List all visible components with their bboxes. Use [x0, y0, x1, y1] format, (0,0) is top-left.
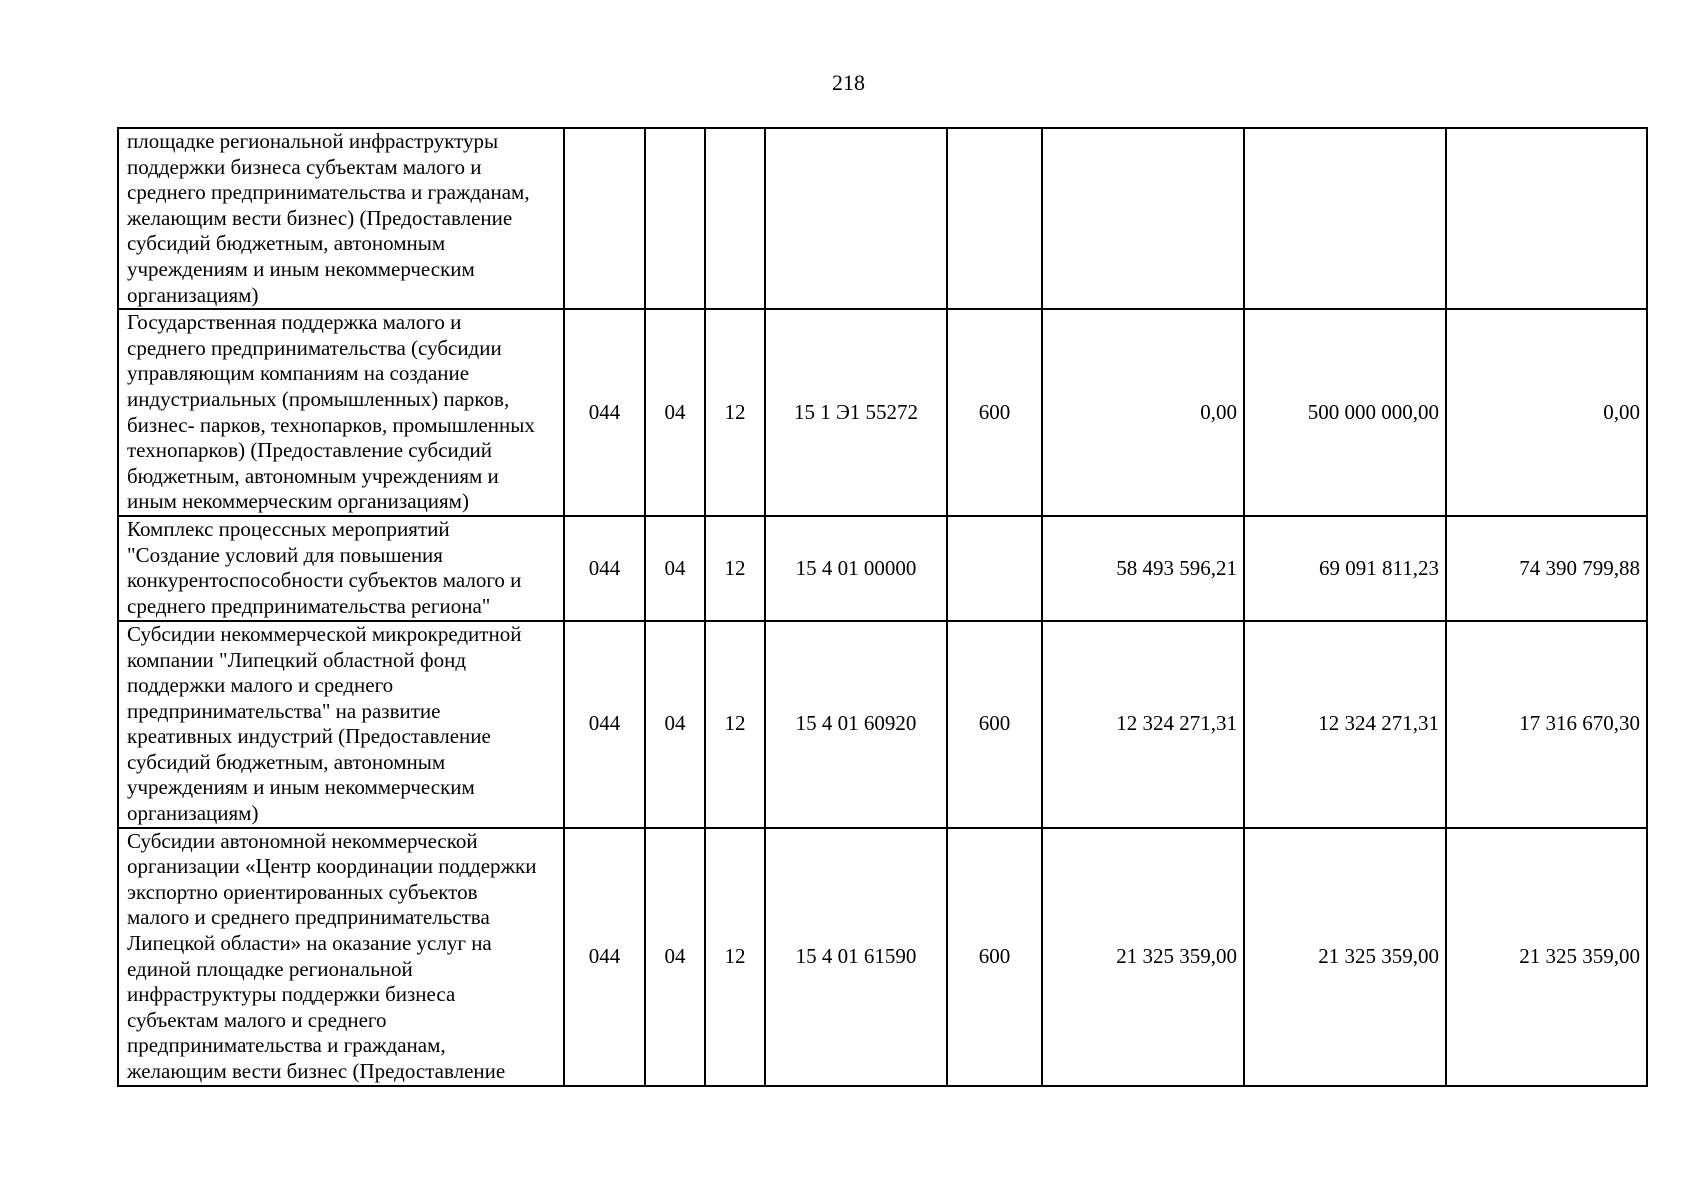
table-row	[118, 516, 1647, 621]
ministry-code: 044	[564, 516, 645, 621]
row-description: площадке региональной инфраструктуры поддержки бизнеса субъектам малого и среднего предпринимательства и гражданам, желающим вести бизнес) (Предоставление субсидий бюджетным, автономным учреждениям и иным некоммерческим организациям)	[118, 128, 564, 309]
subsection-code	[705, 128, 765, 309]
amount-year-2: 12 324 271,31	[1244, 621, 1446, 828]
amount-year-1	[1042, 128, 1244, 309]
amount-year-1: 12 324 271,31	[1042, 621, 1244, 828]
row-description: Субсидии автономной некоммерческой организации «Центр координации поддержки экспортно ориентированных субъектов малого и среднего предпринимательства Липецкой области» на оказание услуг на единой площадке региональной инфраструктуры поддержки бизнеса субъектам малого и среднего предпринимательства и гражданам, желающим вести бизнес (Предоставление	[118, 828, 564, 1086]
table-row	[118, 828, 1647, 1086]
amount-year-2: 500 000 000,00	[1244, 309, 1446, 516]
amount-year-3: 0,00	[1446, 309, 1647, 516]
amount-year-3: 17 316 670,30	[1446, 621, 1647, 828]
subsection-code: 12	[705, 621, 765, 828]
target-article-code: 15 4 01 00000	[765, 516, 947, 621]
budget-table	[117, 127, 1648, 1087]
target-article-code: 15 4 01 61590	[765, 828, 947, 1086]
amount-year-3: 74 390 799,88	[1446, 516, 1647, 621]
amount-year-2: 21 325 359,00	[1244, 828, 1446, 1086]
amount-year-3: 21 325 359,00	[1446, 828, 1647, 1086]
row-description: Субсидии некоммерческой микрокредитной компании "Липецкий областной фонд поддержки малого и среднего предпринимательства" на развитие креативных индустрий (Предоставление субсидий бюджетным, автономным учреждениям и иным некоммерческим организациям)	[118, 621, 564, 828]
amount-year-3	[1446, 128, 1647, 309]
ministry-code: 044	[564, 828, 645, 1086]
target-article-code: 15 1 Э1 55272	[765, 309, 947, 516]
ministry-code: 044	[564, 621, 645, 828]
row-description: Государственная поддержка малого и среднего предпринимательства (субсидии управляющим компаниям на создание индустриальных (промышленных) парков, бизнес- парков, технопарков, промышленных технопарков) (Предоставление субсидий бюджетным, автономным учреждениям и иным некоммерческим организациям)	[118, 309, 564, 516]
ministry-code: 044	[564, 309, 645, 516]
section-code: 04	[645, 828, 705, 1086]
amount-year-1: 58 493 596,21	[1042, 516, 1244, 621]
row-description: Комплекс процессных мероприятий "Создание условий для повышения конкурентоспособности субъектов малого и среднего предпринимательства региона"	[118, 516, 564, 621]
expense-type-code: 600	[947, 828, 1042, 1086]
section-code: 04	[645, 621, 705, 828]
page-number: 218	[832, 70, 865, 95]
target-article-code: 15 4 01 60920	[765, 621, 947, 828]
section-code: 04	[645, 309, 705, 516]
ministry-code	[564, 128, 645, 309]
expense-type-code	[947, 516, 1042, 621]
section-code	[645, 128, 705, 309]
table-row	[118, 309, 1647, 516]
subsection-code: 12	[705, 309, 765, 516]
subsection-code: 12	[705, 828, 765, 1086]
amount-year-2	[1244, 128, 1446, 309]
expense-type-code: 600	[947, 621, 1042, 828]
amount-year-2: 69 091 811,23	[1244, 516, 1446, 621]
section-code: 04	[645, 516, 705, 621]
expense-type-code	[947, 128, 1042, 309]
target-article-code	[765, 128, 947, 309]
amount-year-1: 0,00	[1042, 309, 1244, 516]
table-row	[118, 621, 1647, 828]
expense-type-code: 600	[947, 309, 1042, 516]
table-row	[118, 128, 1647, 309]
amount-year-1: 21 325 359,00	[1042, 828, 1244, 1086]
subsection-code: 12	[705, 516, 765, 621]
